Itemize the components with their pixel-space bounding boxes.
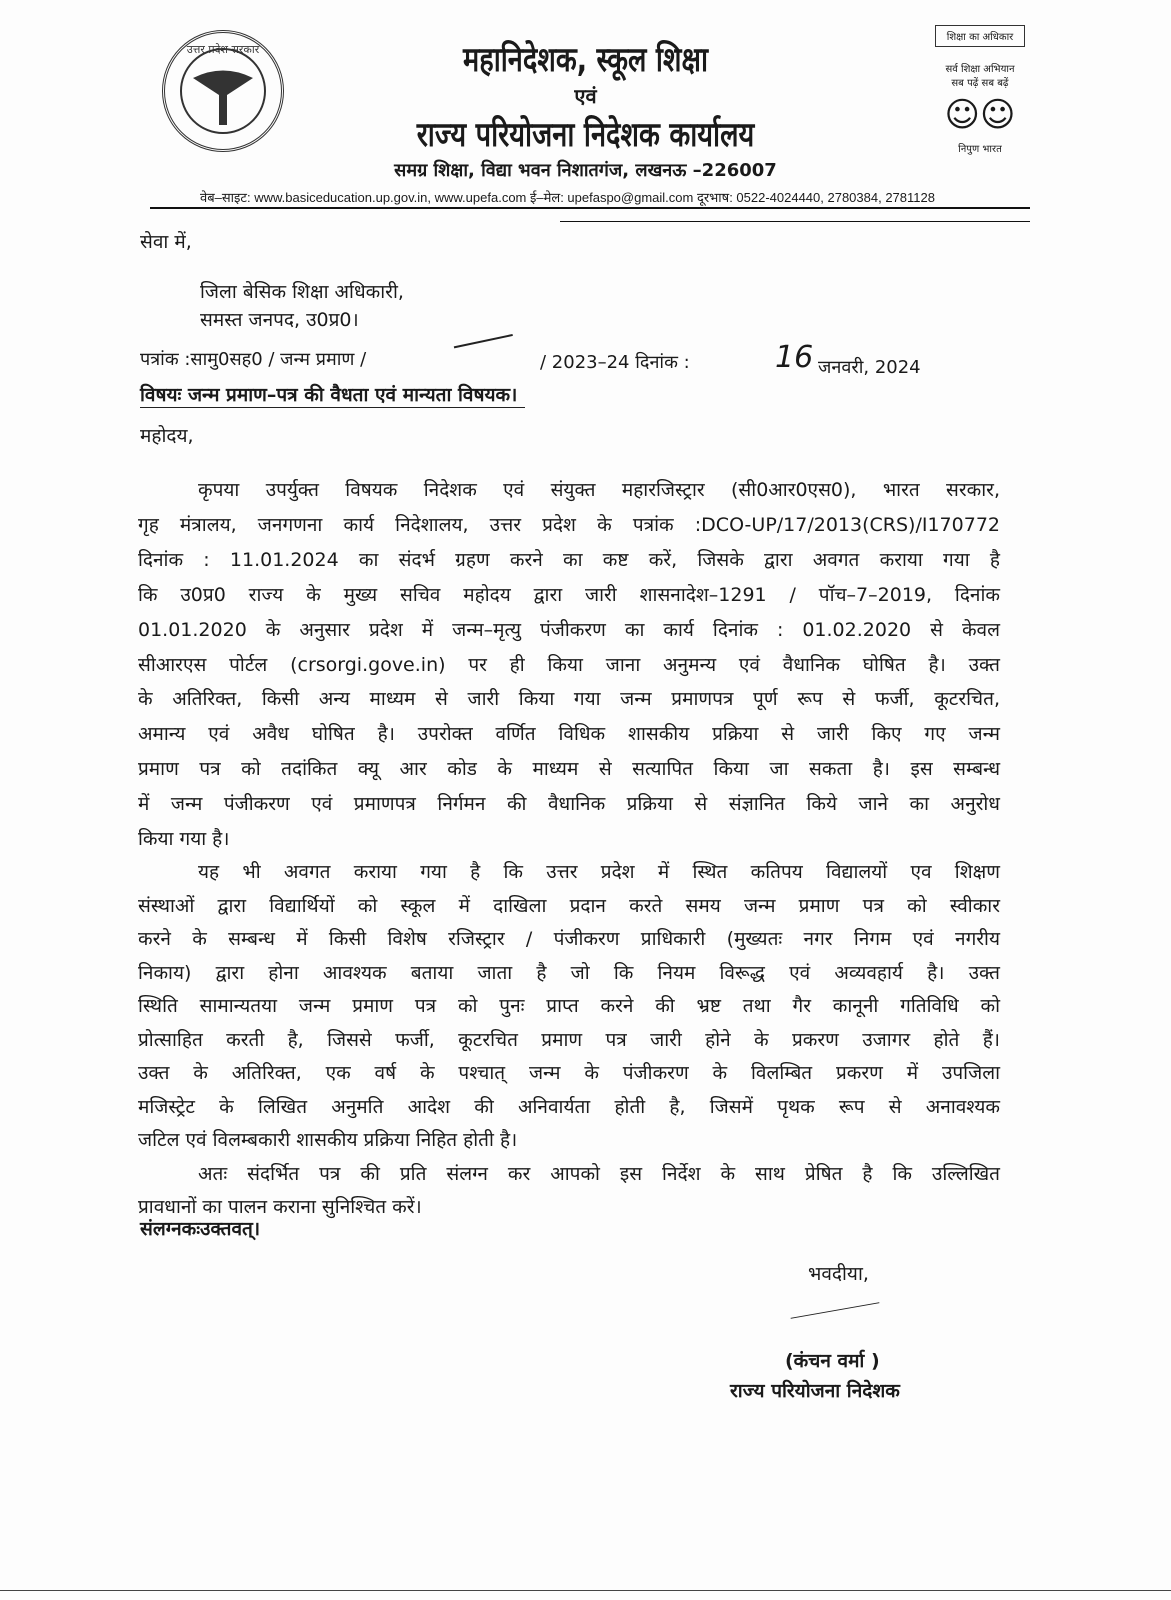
addressee-line1: जिला बेसिक शिक्षा अधिकारी,	[200, 281, 404, 303]
paragraph-line: अमान्य एवं अवैध घोषित है। उपरोक्त वर्णित विधिक शासकीय प्रक्रिया से जारी किए गए जन्म	[138, 723, 1000, 746]
signatory-name: (कंचन वर्मा )	[785, 1350, 880, 1372]
page-bottom-rule	[0, 1590, 1171, 1591]
svg-text:उत्तर प्रदेश सरकार: उत्तर प्रदेश सरकार	[186, 43, 260, 56]
signatory-designation: राज्य परियोजना निदेशक	[730, 1380, 900, 1402]
paragraph-line: प्रावधानों का पालन कराना सुनिश्चित करें।	[138, 1196, 422, 1218]
paragraph-line: में जन्म पंजीकरण एवं प्रमाणपत्र निर्गमन की वैधानिक प्रक्रिया से संज्ञानित किये जाने का अनुरोध	[138, 793, 1000, 816]
reference-number: पत्रांक :सामु0सह0 / जन्म प्रमाण /	[140, 349, 367, 370]
paragraph-line: करने के सम्बन्ध में किसी विशेष रजिस्ट्रार / पंजीकरण प्राधिकारी (मुख्यतः नगर निगम एवं नगरीय	[138, 928, 1000, 950]
paragraph-line: दिनांक : 11.01.2024 का संदर्भ ग्रहण करने का कष्ट करें, जिसके द्वारा अवगत कराया गया है	[138, 548, 1000, 571]
paragraph-line: यह भी अवगत कराया गया है कि उत्तर प्रदेश में स्थित कतिपय विद्यालयों एव शिक्षण	[198, 861, 1000, 883]
paragraph-line: 01.01.2020 के अनुसार प्रदेश में जन्म–मृत्यु पंजीकरण का कार्य दिनांक : 01.02.2020 से केवल	[138, 618, 1000, 641]
children-icon: ☺☺	[944, 95, 1016, 135]
paragraph-line: कृपया उपर्युक्त विषयक निदेशक एवं संयुक्त महारजिस्ट्रार (सी0आर0एस0), भारत सरकार,	[198, 479, 1000, 501]
reference-year: / 2023–24 दिनांक :	[540, 352, 690, 373]
header-rule	[150, 207, 1030, 209]
paragraph-line: सीआरएस पोर्टल (crsorgi.gove.in) पर ही किया जाना अनुमन्य एवं वैधानिक घोषित है। उक्त	[138, 653, 1000, 676]
header-rule-2	[560, 221, 1030, 222]
paragraph-line: प्रमाण पत्र को तदांकित क्यू आर कोड के माध्यम से सत्यापित किया जा सकता है। इस सम्बन्ध	[138, 758, 1000, 781]
office-title-line3: राज्य परियोजना निदेशक कार्यालय	[416, 115, 755, 155]
paragraph-line: प्रोत्साहित करती है, जिससे फर्जी, कूटरचित प्रमाण पत्र जारी होने के प्रकरण उजागर होते हैं।	[138, 1028, 1000, 1051]
paragraph-line: के अतिरिक्त, किसी अन्य माध्यम से जारी किया गया जन्म प्रमाणपत्र पूर्ण रूप से फर्जी, कूटरचित,	[138, 688, 1000, 711]
addressee-line2: समस्त जनपद, उ0प्र0।	[200, 309, 359, 331]
paragraph-line: निकाय) द्वारा होना आवश्यक बताया जाता है जो कि नियम विरूद्ध एवं अव्यवहार्य है। उक्त	[138, 961, 1000, 984]
office-address: समग्र शिक्षा, विद्या भवन निशातगंज, लखनऊ –226007	[394, 160, 777, 181]
office-title-line2: एवं	[574, 84, 597, 108]
reference-date: जनवरी, 2024	[818, 357, 921, 378]
paragraph-line: जटिल एवं विलम्बकारी शासकीय प्रक्रिया निहित होती है।	[138, 1129, 518, 1151]
signature	[791, 1302, 880, 1319]
salutation: सेवा में,	[140, 231, 192, 253]
paragraph-line: संस्थाओं द्वारा विद्यार्थियों को स्कूल में दाखिला प्रदान करते समय जन्म प्रमाण पत्र को स्वीकार	[138, 894, 1000, 917]
contact-line: वेब–साइट: www.basiceducation.up.gov.in, www.upefa.com ई–मेल: upefaspo@gmail.com दूरभाष: 0522-4024440, 2780384, 2781128	[200, 190, 935, 205]
paragraph-line: गृह मंत्रालय, जनगणना कार्य निदेशालय, उत्तर प्रदेश के पत्रांक :DCO-UP/17/2013(CRS)/I170772	[138, 513, 1000, 536]
paragraph-line: मजिस्ट्रेट के लिखित अनुमति आदेश की अनिवार्यता होती है, जिसमें पृथक रूप से अनावश्यक	[138, 1095, 1000, 1118]
paragraph-line: कि उ0प्र0 राज्य के मुख्य सचिव महोदय द्वारा जारी शासनादेश–1291 / पॉच–7–2019, दिनांक	[138, 583, 1000, 606]
greeting: महोदय,	[140, 425, 194, 447]
enclosure-note: संलग्नकःउक्तवत्।	[140, 1218, 261, 1240]
handwritten-day: 16	[775, 340, 814, 375]
paragraph-line: अतः संदर्भित पत्र की प्रति संलग्न कर आपको इस निर्देश के साथ प्रेषित है कि उल्लिखित	[198, 1163, 1000, 1185]
office-title-line1: महानिदेशक, स्कूल शिक्षा	[463, 40, 708, 80]
rte-logo: शिक्षा का अधिकार सर्व शिक्षा अभियान सब पढ़ें सब बढ़ें ☺☺ निपुण भारत	[935, 25, 1025, 185]
paragraph-line: स्थिति सामान्यतया जन्म प्रमाण पत्र को पुनः प्राप्त करने की भ्रष्ट तथा गैर कानूनी गतिविधि को	[138, 995, 1000, 1017]
subject-line: विषयः जन्म प्रमाण–पत्र की वैधता एवं मान्यता विषयक।	[140, 381, 525, 408]
paragraph-line: किया गया है।	[138, 828, 230, 850]
closing: भवदीया,	[808, 1263, 869, 1285]
paragraph-line: उक्त के अतिरिक्त, एक वर्ष के पश्चात् जन्म के पंजीकरण के विलम्बित प्रकरण में उपजिला	[138, 1062, 1000, 1084]
handwritten-mark	[454, 334, 516, 364]
